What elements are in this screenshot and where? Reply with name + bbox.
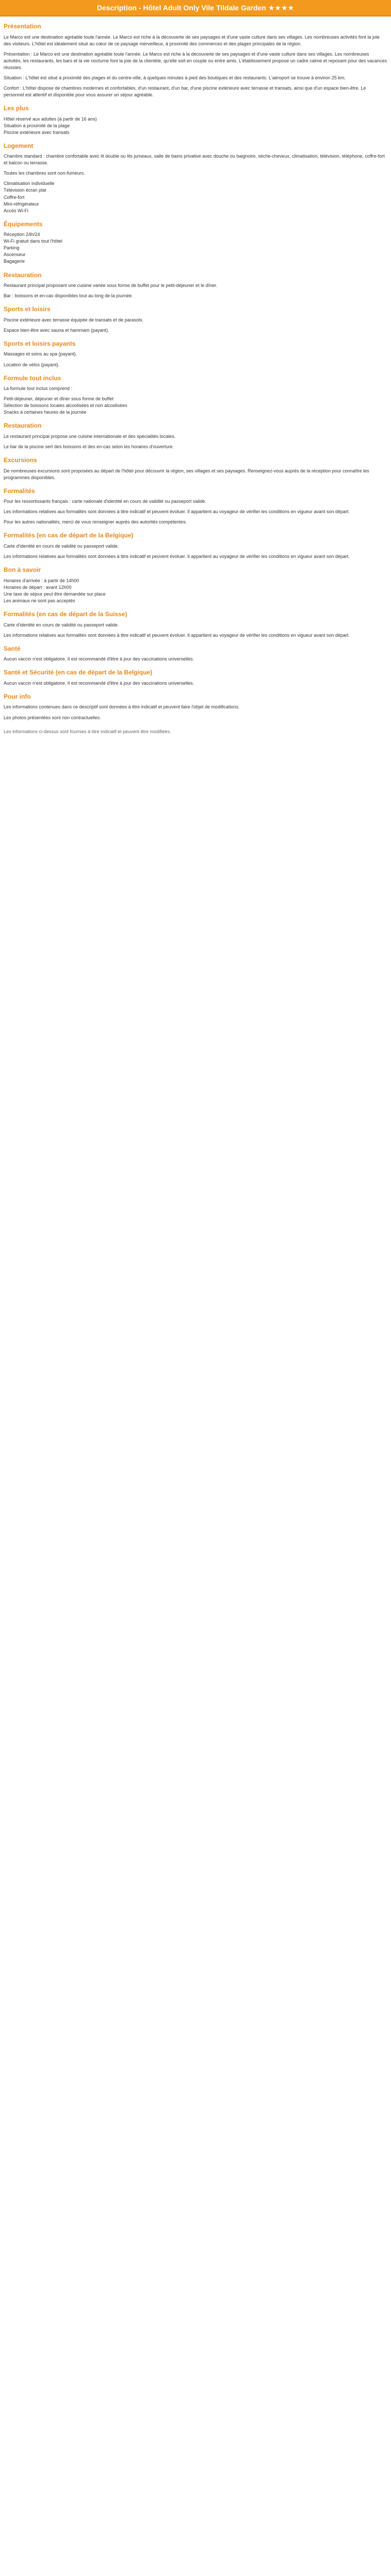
list-item: Parking: [4, 245, 20, 251]
section-paragraph: Pour les ressortissants français : carte nationale d'identité en cours de validité ou passeport valide.: [4, 499, 206, 504]
page-title: Description - Hôtel Adult Only Vile Tildale Garden ★★★★: [96, 3, 295, 12]
section-heading: Présentation: [4, 23, 41, 30]
list-item: Climatisation individuelle: [4, 181, 55, 187]
list-item: Petit-déjeuner, déjeuner et dîner sous forme de buffet: [4, 396, 113, 402]
section-heading: Formalités (en cas de départ de la Belgique): [4, 532, 134, 539]
section-paragraph: Restaurant principal proposant une cuisine variée sous forme de buffet pour le petit-déjeuner et le dîner.: [4, 283, 218, 289]
section-heading: Formalités: [4, 487, 35, 495]
section-list: [4, 578, 387, 604]
list-item: Horaires de départ : avant 12h00: [4, 584, 72, 590]
section-paragraph: Piscine extérieure avec terrasse équipée de transats et de parasols.: [4, 317, 144, 323]
section-paragraph: Le Marco est une destination agréable toute l'année. Le Marco est riche à la découverte de ses paysages et d'une vaste culture dans ses villages. Les nombreuses activités font la joie des visiteurs. L'hôtel est idéalement situé au cœur de ce paysage merveilleux, à proximité des commerces et des plages principales de la région.: [4, 34, 380, 46]
section-heading: Bon à savoir: [4, 566, 41, 574]
section-heading: Pour info: [4, 692, 31, 700]
section-paragraph: Les informations contenues dans ce descriptif sont données à titre indicatif et peuvent faire l'objet de modifications.: [4, 704, 240, 710]
section-heading: Restauration: [4, 271, 42, 279]
section-paragraph: Les informations relatives aux formalités sont données à titre indicatif et peuvent évoluer. Il appartient au voyageur de vérifier les conditions en vigueur avant son départ.: [4, 509, 350, 515]
section-paragraph: Confort : L'hôtel dispose de chambres modernes et confortables, d'un restaurant, d'un bar, d'une piscine extérieure avec terrasse et transats, ainsi que d'un espace bien-être. Le personnel est attentif et disponible pour vous assurer un séjour agréable.: [4, 85, 366, 97]
section-paragraph: Présentation : Le Marco est une destination agréable toute l'année. Le Marco est riche à la découverte de ses paysages et d'une vaste culture dans ses villages. Les nombreuses activités, les restaurants, les bars et la vie nocturne font la joie de la clientèle, qu'elle soit en couple ou entre amis. L'établissement propose un cadre calme et reposant pour des vacances réussies.: [4, 51, 387, 70]
list-item: Les animaux ne sont pas acceptés: [4, 598, 75, 603]
list-item: Une taxe de séjour peut être demandée sur place: [4, 591, 106, 597]
section-paragraph: Bar : boissons et en-cas disponibles tout au long de la journée.: [4, 293, 133, 299]
section-list: [4, 116, 387, 136]
list-item: Mini-réfrigérateur: [4, 201, 39, 207]
section-paragraph: Aucun vaccin n'est obligatoire. Il est recommandé d'être à jour des vaccinations universelles.: [4, 680, 194, 686]
section-paragraph: Carte d'identité en cours de validité ou passeport valide.: [4, 622, 119, 628]
list-item: Réception 24h/24: [4, 232, 40, 238]
list-item: Sélection de boissons locales alcoolisées et non alcoolisées: [4, 403, 127, 409]
list-item: Bagagerie: [4, 259, 25, 264]
section-heading: Excursions: [4, 456, 37, 464]
section-heading: Sports et loisirs: [4, 306, 51, 313]
section-heading: Sports et loisirs payants: [4, 340, 76, 347]
section-paragraph: Chambre standard : chambre confortable avec lit double ou lits jumeaux, salle de bains privative avec douche ou baignoire, sèche-cheveux, climatisation, télévision, téléphone, coffre-fort et balcon ou terrasse.: [4, 154, 385, 166]
section-heading: Formalités (en cas de départ de la Suisse): [4, 610, 127, 618]
list-item: Coffre-fort: [4, 194, 25, 200]
section-heading: Restauration: [4, 422, 42, 430]
section-paragraph: Pour les autres nationalités, merci de vous renseigner auprès des autorités compétentes.: [4, 519, 187, 525]
list-item: Situation à proximité de la plage: [4, 123, 70, 128]
section-list: [4, 231, 387, 265]
section-heading: Les plus: [4, 104, 29, 112]
section-paragraph: Le restaurant principal propose une cuisine internationale et des spécialités locales.: [4, 433, 176, 439]
section-paragraph: Les photos présentées sont non contractuelles.: [4, 715, 101, 720]
section-paragraph: Les informations relatives aux formalités sont données à titre indicatif et peuvent évoluer. Il appartient au voyageur de vérifier les conditions en vigueur avant son départ.: [4, 632, 350, 638]
section-paragraph: Carte d'identité en cours de validité ou passeport valide.: [4, 544, 119, 549]
footer-note: Les informations ci-dessus sont fournies à titre indicatif et peuvent être modifiées.: [4, 728, 171, 734]
section-list: [4, 396, 387, 416]
top-bar: [0, 0, 391, 16]
section-paragraph: Situation : L'hôtel est situé à proximité des plages et du centre-ville, à quelques minutes à pied des boutiques et des restaurants. L'aéroport se trouve à environ 25 km.: [4, 75, 346, 80]
section-paragraph: Toutes les chambres sont non-fumeurs.: [4, 171, 85, 176]
list-item: Piscine extérieure avec transats: [4, 129, 70, 135]
list-item: Wi-Fi gratuit dans tout l'hôtel: [4, 239, 62, 244]
section-paragraph: Les informations relatives aux formalités sont données à titre indicatif et peuvent évoluer. Il appartient au voyageur de vérifier les conditions en vigueur avant son départ.: [4, 554, 350, 560]
list-item: Hôtel réservé aux adultes (à partir de 16 ans): [4, 116, 97, 122]
section-paragraph: Le bar de la piscine sert des boissons et des en-cas selon les horaires d'ouverture.: [4, 444, 174, 449]
list-item: Télévision écran plat: [4, 188, 46, 193]
section-paragraph: Location de vélos (payant).: [4, 362, 60, 367]
list-item: Horaires d'arrivée : à partir de 14h00: [4, 578, 79, 583]
section-heading: Santé et Sécurité (en cas de départ de la Belgique): [4, 669, 153, 676]
list-item: Accès Wi-Fi: [4, 208, 28, 213]
list-item: Ascenseur: [4, 252, 26, 258]
section-paragraph: La formule tout inclus comprend :: [4, 386, 73, 392]
section-heading: Santé: [4, 645, 21, 652]
section-paragraph: Massages et soins au spa (payant).: [4, 351, 77, 357]
section-heading: Équipements: [4, 220, 43, 228]
section-list: [4, 180, 387, 214]
list-item: Snacks à certaines heures de la journée: [4, 410, 87, 415]
section-heading: Logement: [4, 142, 34, 149]
section-paragraph: Aucun vaccin n'est obligatoire. Il est recommandé d'être à jour des vaccinations universelles.: [4, 656, 194, 662]
section-paragraph: Espace bien-être avec sauna et hammam (payant).: [4, 327, 109, 333]
section-paragraph: De nombreuses excursions sont proposées au départ de l'hôtel pour découvrir la région, ses villages et ses paysages. Renseignez-vous auprès de la réception pour connaître les programmes disponibles.: [4, 468, 369, 480]
section-heading: Formule tout inclus: [4, 374, 61, 382]
description-content: [0, 16, 391, 743]
